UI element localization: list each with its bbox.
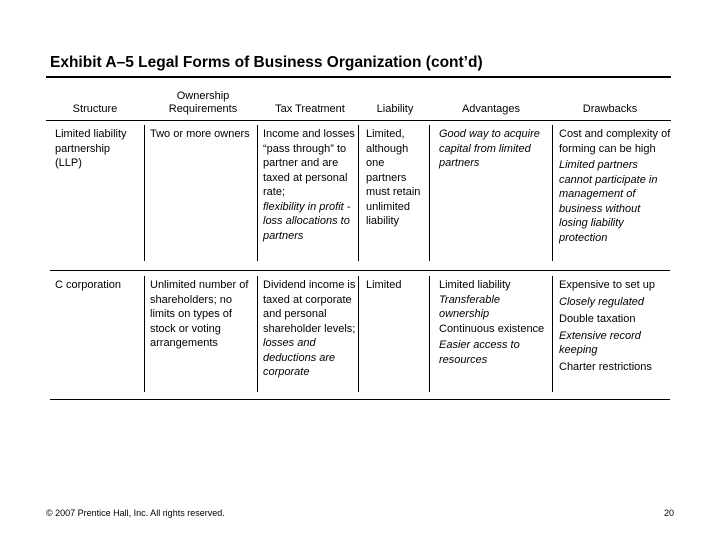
column-divider (429, 276, 430, 392)
column-divider (144, 125, 145, 261)
row-llp-advantages: Good way to acquire capital from limited partners (439, 128, 540, 169)
header-ownership: Ownership Requirements (168, 90, 238, 115)
row-llp-tax-plain: Income and losses “pass through” to partner and are taxed at personal rate; (263, 128, 355, 198)
row-ccorp-structure: C corporation (55, 279, 122, 291)
row-llp-drawbacks (559, 127, 671, 245)
column-divider (257, 276, 258, 392)
drawback-item: Closely regulated (559, 296, 644, 308)
drawback-item: Extensive record keeping (559, 330, 641, 356)
column-divider (358, 276, 359, 392)
page-number: 20 (664, 508, 675, 518)
copyright-footer: © 2007 Prentice Hall, Inc. All rights reserved. (46, 508, 225, 518)
row-divider (50, 270, 670, 271)
column-divider (358, 125, 359, 261)
row-ccorp-drawbacks (559, 278, 671, 374)
drawback-item: Charter restrictions (559, 361, 652, 373)
row-ccorp-advantages (439, 278, 551, 367)
column-divider (552, 276, 553, 392)
row-llp-liability: Limited, although one partners must retain unlimited liability (366, 128, 421, 227)
row-llp-drawbacks-plain: Cost and complexity of forming can be high (559, 128, 671, 155)
row-llp-tax-italic: flexibility in profit -loss allocations to partners (263, 200, 351, 242)
drawback-item: Double taxation (559, 313, 636, 325)
row-llp-tax (263, 127, 358, 243)
row-llp-ownership: Two or more owners (150, 128, 250, 140)
header-advantages: Advantages (461, 103, 521, 115)
column-divider (144, 276, 145, 392)
row-llp-drawbacks-italic: Limited partners cannot participate in management of business without losing liability protection (559, 159, 658, 244)
column-divider (257, 125, 258, 261)
column-divider (552, 125, 553, 261)
column-divider (429, 125, 430, 261)
header-tax: Tax Treatment (275, 103, 345, 115)
table-bottom-rule (50, 399, 670, 400)
header-liability: Liability (376, 103, 414, 115)
advantage-item: Continuous existence (439, 322, 545, 335)
header-structure: Structure (72, 103, 118, 115)
page-title: Exhibit A–5 Legal Forms of Business Organization (cont’d) (50, 54, 483, 71)
header-drawbacks: Drawbacks (582, 103, 638, 115)
advantage-item: Limited liability (439, 279, 511, 291)
drawback-item: Expensive to set up (559, 279, 656, 291)
advantage-item: Transferable ownership (439, 293, 500, 320)
header-rule (46, 120, 671, 121)
row-llp-structure: Limited liability partnership (LLP) (55, 128, 127, 169)
row-ccorp-tax-plain: Dividend income is taxed at corporate and personal shareholder levels; (263, 279, 356, 335)
row-ccorp-tax-italic: losses and deductions are corporate (263, 337, 336, 378)
row-ccorp-ownership: Unlimited number of shareholders; no limits on types of stock or voting arrangements (150, 279, 249, 349)
title-underline (46, 76, 671, 78)
row-ccorp-tax (263, 278, 358, 380)
row-ccorp-liability: Limited (366, 279, 402, 291)
advantage-item: Easier access to resources (439, 339, 520, 366)
